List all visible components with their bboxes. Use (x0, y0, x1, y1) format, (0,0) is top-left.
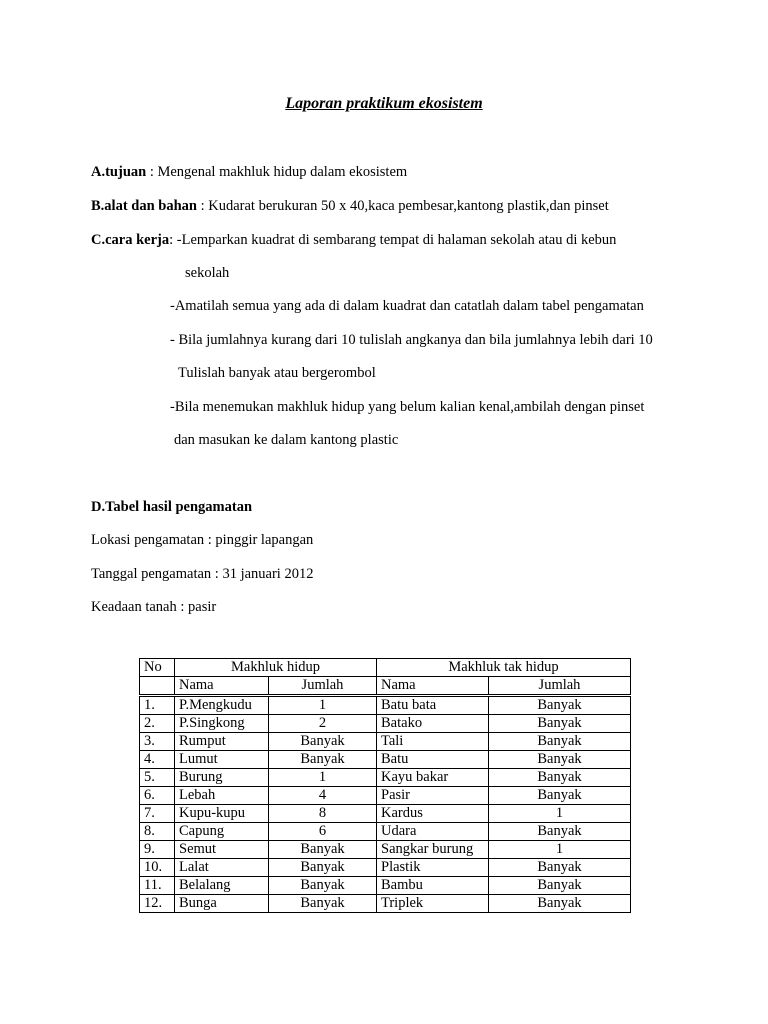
cell-nama: P.Singkong (175, 715, 269, 733)
table-row (140, 823, 631, 841)
tabel-heading: D.Tabel hasil pengamatan (91, 499, 253, 515)
cell-jumlah: 1 (269, 769, 377, 787)
cara-step-3: - Bila jumlahnya kurang dari 10 tulislah angkanya dan bila jumlahnya lebih dari 10 (170, 332, 653, 348)
cell-jumlah: Banyak (269, 859, 377, 877)
cell-jumlah-2: Banyak (489, 733, 631, 751)
cell-jumlah: 4 (269, 787, 377, 805)
cell-nama-2: Sangkar burung (377, 841, 489, 859)
cara-label: C.cara kerja (91, 232, 170, 248)
cell-no: 12. (140, 895, 175, 913)
cell-jumlah: Banyak (269, 877, 377, 895)
cell-nama: Bunga (175, 895, 269, 913)
table-row (140, 895, 631, 913)
cell-nama-2: Udara (377, 823, 489, 841)
page-title: Laporan praktikum ekosistem (285, 95, 483, 112)
tujuan-line (91, 164, 407, 181)
cell-no: 2. (140, 715, 175, 733)
table-row (140, 733, 631, 751)
cell-jumlah: 6 (269, 823, 377, 841)
cell-nama: Burung (175, 769, 269, 787)
cell-no: 9. (140, 841, 175, 859)
cell-jumlah: Banyak (269, 895, 377, 913)
cell-jumlah: 8 (269, 805, 377, 823)
lokasi-line: Lokasi pengamatan : pinggir lapangan (91, 532, 314, 548)
cell-jumlah-2: Banyak (489, 895, 631, 913)
cell-nama-2: Bambu (377, 877, 489, 895)
cara-step-3-cont: Tulislah banyak atau bergerombol (178, 365, 376, 381)
cell-nama: Lumut (175, 751, 269, 769)
table-row (140, 787, 631, 805)
observation-table (139, 658, 631, 913)
cara-step-1-cont: sekolah (185, 265, 230, 281)
cara-step-4: -Bila menemukan makhluk hidup yang belum kalian kenal,ambilah dengan pinset (170, 399, 645, 415)
cell-jumlah: 2 (269, 715, 377, 733)
cell-no: 10. (140, 859, 175, 877)
cell-jumlah-2: Banyak (489, 696, 631, 715)
alat-line (91, 198, 609, 215)
cell-no: 8. (140, 823, 175, 841)
cell-nama-2: Batu bata (377, 696, 489, 715)
cell-jumlah: Banyak (269, 751, 377, 769)
cell-jumlah-2: 1 (489, 841, 631, 859)
cell-nama-2: Plastik (377, 859, 489, 877)
cell-jumlah: 1 (269, 696, 377, 715)
cell-jumlah-2: Banyak (489, 823, 631, 841)
header-jumlah-2: Jumlah (489, 677, 631, 696)
cell-no: 4. (140, 751, 175, 769)
header-nama-2: Nama (377, 677, 489, 696)
table-row (140, 696, 631, 715)
cell-no: 1. (140, 696, 175, 715)
tanggal-line: Tanggal pengamatan : 31 januari 2012 (91, 566, 314, 582)
cell-nama: Belalang (175, 877, 269, 895)
cell-jumlah-2: Banyak (489, 715, 631, 733)
alat-label: B.alat dan bahan (91, 198, 197, 214)
table-header-row (140, 659, 631, 677)
cell-jumlah-2: Banyak (489, 769, 631, 787)
cell-jumlah-2: Banyak (489, 877, 631, 895)
cell-nama: Lebah (175, 787, 269, 805)
cell-no: 7. (140, 805, 175, 823)
cara-step-4-cont: dan masukan ke dalam kantong plastic (174, 432, 399, 448)
table-row (140, 769, 631, 787)
cell-nama-2: Kardus (377, 805, 489, 823)
tujuan-text: : Mengenal makhluk hidup dalam ekosistem (146, 164, 408, 180)
cell-nama-2: Kayu bakar (377, 769, 489, 787)
cell-nama: Kupu-kupu (175, 805, 269, 823)
header-makhluk-hidup: Makhluk hidup (175, 659, 377, 677)
cell-nama-2: Batu (377, 751, 489, 769)
header-makhluk-tak-hidup: Makhluk tak hidup (377, 659, 631, 677)
cara-step-2: -Amatilah semua yang ada di dalam kuadrat dan catatlah dalam tabel pengamatan (170, 298, 644, 314)
alat-text: : Kudarat berukuran 50 x 40,kaca pembesar,kantong plastik,dan pinset (196, 198, 609, 214)
header-nama: Nama (175, 677, 269, 696)
cell-nama-2: Tali (377, 733, 489, 751)
cell-no: 3. (140, 733, 175, 751)
cell-nama: Lalat (175, 859, 269, 877)
table-row (140, 715, 631, 733)
cell-no: 5. (140, 769, 175, 787)
table-row (140, 841, 631, 859)
cell-nama: Semut (175, 841, 269, 859)
table-row (140, 877, 631, 895)
tujuan-label: A.tujuan (91, 164, 147, 180)
cell-nama-2: Pasir (377, 787, 489, 805)
table-subheader-row (140, 677, 631, 696)
table-row (140, 751, 631, 769)
cell-nama-2: Triplek (377, 895, 489, 913)
table-row (140, 805, 631, 823)
cell-nama: Rumput (175, 733, 269, 751)
keadaan-line: Keadaan tanah : pasir (91, 599, 217, 615)
cell-no: 11. (140, 877, 175, 895)
header-no: No (140, 659, 175, 677)
cell-nama: P.Mengkudu (175, 696, 269, 715)
cell-nama: Capung (175, 823, 269, 841)
cell-jumlah: Banyak (269, 733, 377, 751)
cell-jumlah-2: 1 (489, 805, 631, 823)
cell-jumlah: Banyak (269, 841, 377, 859)
cell-no: 6. (140, 787, 175, 805)
cara-line-1 (91, 232, 616, 249)
header-jumlah: Jumlah (269, 677, 377, 696)
cell-jumlah-2: Banyak (489, 751, 631, 769)
table-row (140, 859, 631, 877)
cell-jumlah-2: Banyak (489, 787, 631, 805)
cell-jumlah-2: Banyak (489, 859, 631, 877)
cell-nama-2: Batako (377, 715, 489, 733)
cara-step-1: : -Lemparkan kuadrat di sembarang tempat di halaman sekolah atau di kebun (169, 232, 617, 248)
table-body (140, 696, 631, 913)
